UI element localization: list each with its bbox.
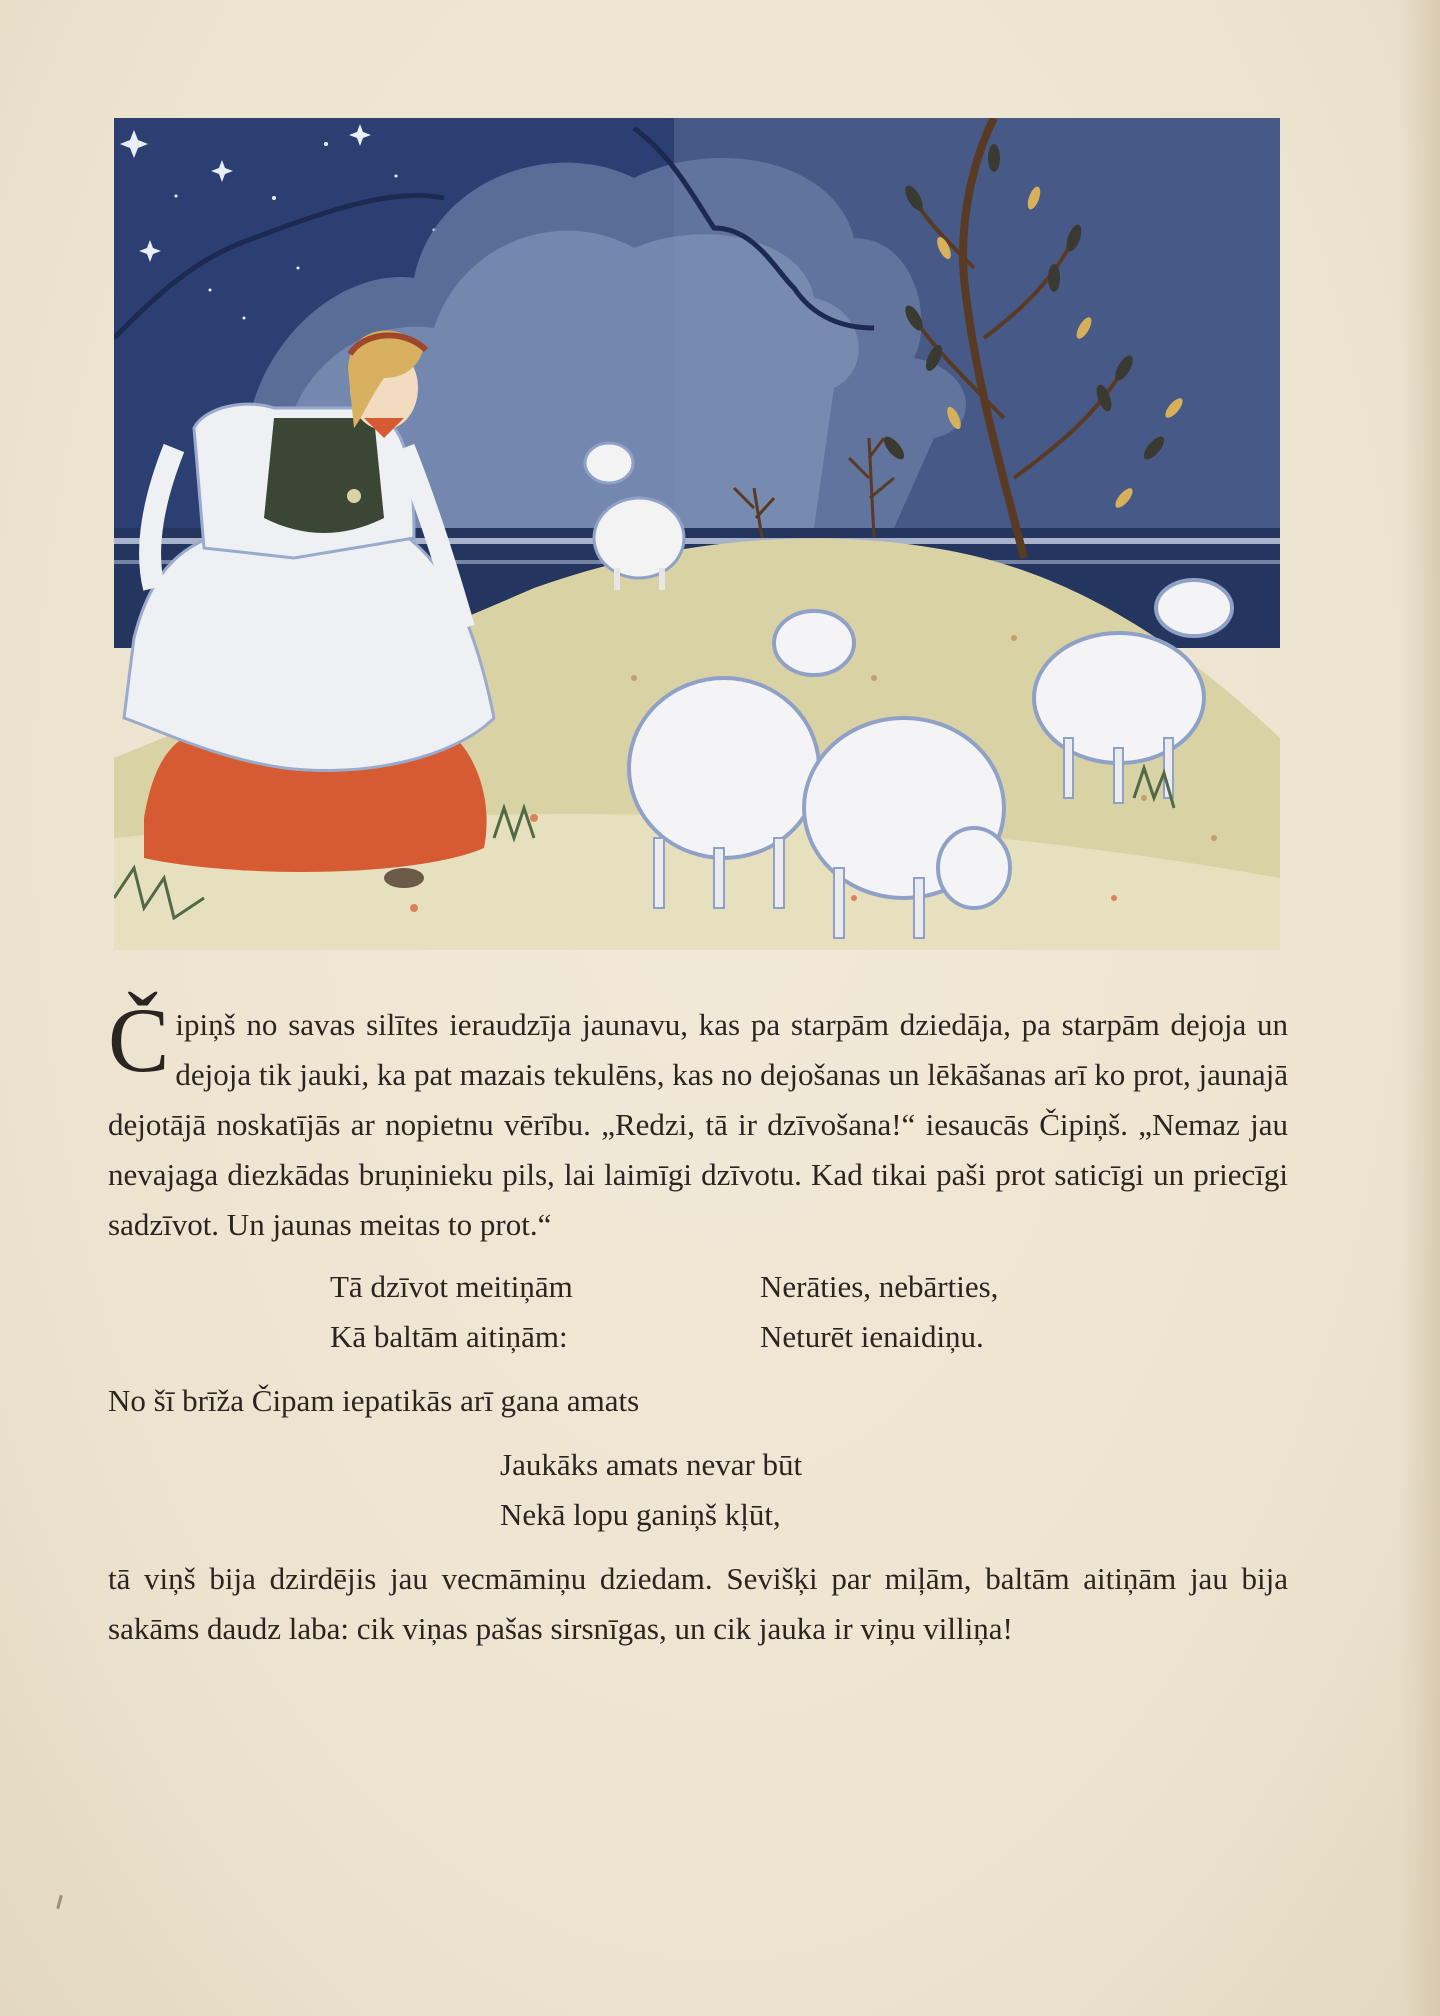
paragraph-3: tā viņš bija dzirdējis jau vecmāmiņu dziedam. Sevišķi par miļām, baltām aitiņām jau bija sakāms daudz laba: cik viņas pašas sirsnīgas, un cik jauka ir viņu villiņa!: [108, 1561, 1288, 1646]
verse-line: Kā baltām aitiņām:: [330, 1319, 568, 1354]
verse-1-right: [760, 1262, 1190, 1362]
verse-line: Neturēt ienaidiņu.: [760, 1319, 984, 1354]
drop-cap: Č: [108, 989, 170, 1091]
ink-mark: [56, 1895, 63, 1909]
verse-line: Nekā lopu ganiņš kļūt,: [500, 1497, 781, 1532]
page-edge-shadow: [1400, 0, 1440, 2016]
verse-line: Jaukāks amats nevar būt: [500, 1447, 803, 1482]
paragraph-1: [108, 989, 1288, 1250]
verse-2: [500, 1440, 1288, 1540]
story-text: [108, 989, 1288, 1654]
verse-1: [330, 1262, 1288, 1362]
paragraph-1-text: ipiņš no savas silītes ieraudzīja jaunavu, kas pa starpām dziedāja, pa starpām dejoja un dejoja tik jauki, ka pat mazais tekulēns, kas no dejošanas un lēkāšanas arī ko prot, jaunajā dejotājā noskatījās ar nopietnu vērību. „Redzi, tā ir dzīvošana!“ iesaucās Čipiņš. „Nemaz jau nevajaga diezkādas bruņinieku pils, lai laimīgi dzīvotu. Kad tikai paši prot saticīgi un priecīgi sadzīvot. Un jaunas meitas to prot.“: [108, 1007, 1288, 1242]
verse-1-left: [330, 1262, 760, 1362]
verse-line: Nerāties, nebārties,: [760, 1269, 999, 1304]
verse-line: Tā dzīvot meitiņām: [330, 1269, 573, 1304]
illustration: [114, 118, 1280, 950]
paragraph-2: No šī brīža Čipam iepatikās arī gana amats: [108, 1383, 640, 1418]
